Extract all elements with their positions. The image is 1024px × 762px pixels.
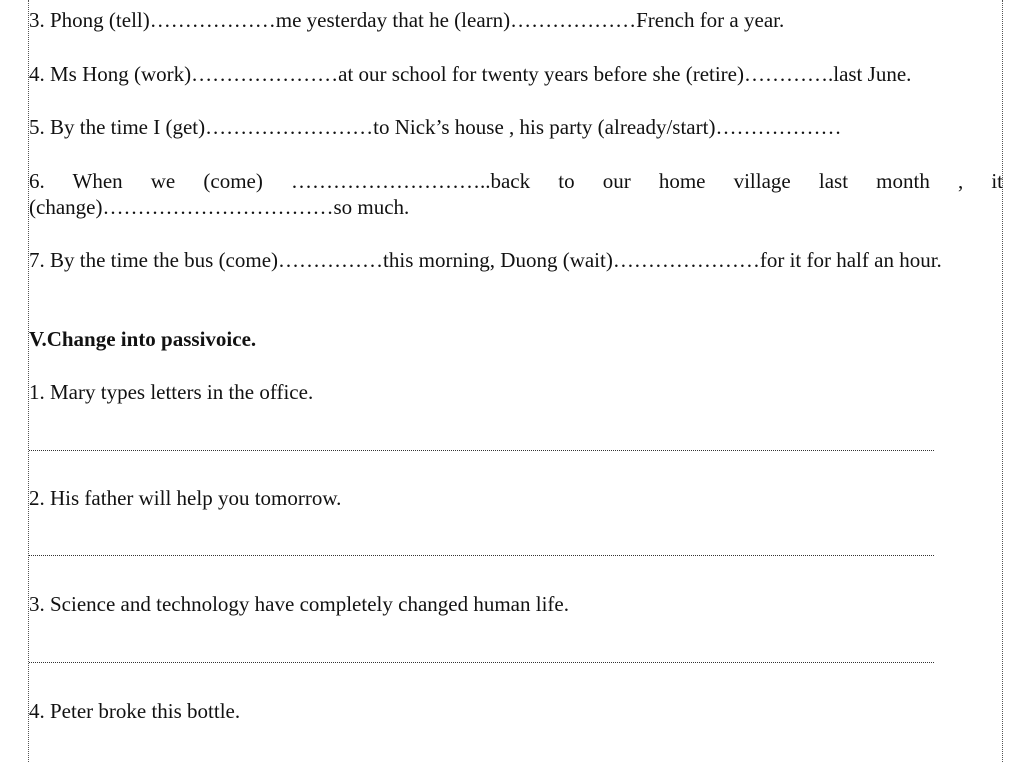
tense-item-6: 6. When we (come) ………………………..back to our home village last month , it (change)……………………………so much.: [29, 169, 1003, 219]
tense-item-3: 3. Phong (tell)………………me yesterday that he (learn)………………French for a year.: [29, 8, 785, 32]
answer-line-3: [29, 662, 934, 663]
tense-item-5: 5. By the time I (get)……………………to Nick’s house , his party (already/start)………………: [29, 115, 842, 139]
passive-item-4: 4. Peter broke this bottle.: [29, 699, 241, 723]
answer-line-1: [29, 450, 934, 451]
passive-item-3: 3. Science and technology have completely changed human life.: [29, 592, 569, 616]
answer-line-2: [29, 555, 934, 556]
tense-item-4: 4. Ms Hong (work)…………………at our school for twenty years before she (retire)………….last June.: [29, 62, 912, 86]
passive-item-1: 1. Mary types letters in the office.: [29, 380, 314, 404]
tense-item-7: 7. By the time the bus (come)……………this morning, Duong (wait)…………………for it for half an hour.: [29, 248, 942, 272]
passive-item-2: 2. His father will help you tomorrow.: [29, 486, 342, 510]
section-heading: V.Change into passivoice.: [29, 327, 257, 351]
